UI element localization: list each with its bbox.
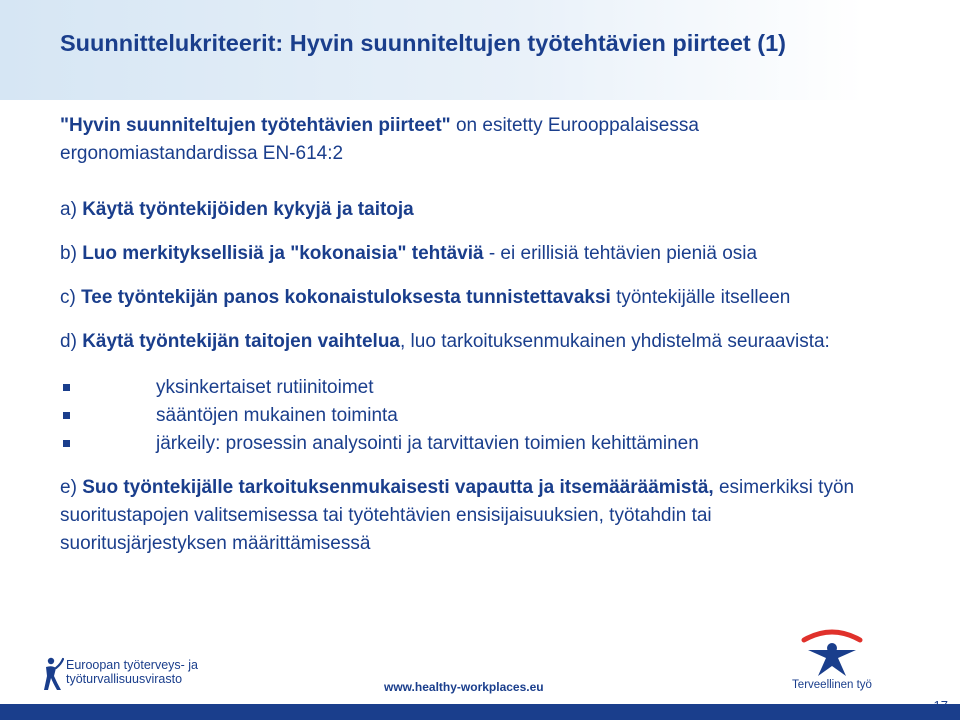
list-item	[60, 402, 860, 430]
slide-content	[60, 112, 860, 558]
bullet-text: järkeily: prosessin analysointi ja tarvittavien toimien kehittäminen	[156, 433, 699, 454]
intro-paragraph	[60, 112, 860, 168]
item-e	[60, 474, 860, 558]
item-b-rest: - ei erillisiä tehtävien pieniä osia	[483, 243, 758, 264]
item-e-bold: Suo työntekijälle tarkoituksenmukaisesti vapautta ja itsemääräämistä,	[82, 477, 714, 498]
agency-name	[66, 658, 236, 686]
footer-band	[0, 704, 960, 720]
item-c-bold: Tee työntekijän panos kokonaistuloksesta tunnistettavaksi	[81, 287, 611, 308]
item-a-prefix: a)	[60, 199, 83, 220]
item-e-rest: esimerkiksi työn suoritustapojen valitsemisessa tai työtehtävien ensisijaisuuksien, työtahdin tai suoritusjärjestyksen määrittämisessä	[60, 477, 855, 554]
bullet-text: sääntöjen mukainen toiminta	[156, 405, 398, 426]
item-e-prefix: e)	[60, 477, 83, 498]
item-a-bold: Käytä työntekijöiden kykyjä ja taitoja	[82, 199, 414, 220]
page-number: 17	[933, 698, 948, 713]
bullet-text: yksinkertaiset rutiinitoimet	[156, 377, 374, 398]
healthy-workplace-figure-icon	[794, 626, 870, 678]
bullet-list	[60, 374, 860, 458]
item-b-prefix: b)	[60, 243, 83, 264]
agency-logo	[42, 656, 242, 700]
list-item	[60, 430, 860, 458]
item-b-bold: Luo merkityksellisiä ja "kokonaisia" tehtäviä	[82, 243, 484, 264]
list-item	[60, 374, 860, 402]
item-d	[60, 328, 860, 356]
slide-title: Suunnittelukriteerit: Hyvin suunniteltujen työtehtävien piirteet (1)	[60, 30, 786, 56]
intro-bold: "Hyvin suunniteltujen työtehtävien piirteet"	[60, 115, 451, 136]
intro-rest: on esitetty Eurooppalaisessa ergonomiastandardissa EN-614:2	[60, 115, 699, 164]
item-b	[60, 240, 860, 268]
agency-name-line2: työturvallisuusvirasto	[66, 672, 183, 686]
square-bullet-icon	[63, 384, 70, 391]
item-d-bold: Käytä työntekijän taitojen vaihtelua	[82, 331, 400, 352]
campaign-name: Terveellinen työ	[792, 679, 872, 691]
item-d-prefix: d)	[60, 331, 83, 352]
agency-name-line1: Euroopan työterveys- ja	[66, 658, 199, 672]
item-a	[60, 196, 860, 224]
item-c	[60, 284, 860, 312]
agency-figure-icon	[42, 656, 64, 692]
item-c-prefix: c)	[60, 287, 82, 308]
item-d-rest: , luo tarkoituksenmukainen yhdistelmä seuraavista:	[400, 331, 830, 352]
item-c-rest: työntekijälle itselleen	[610, 287, 791, 308]
campaign-logo	[784, 626, 880, 698]
footer-url: www.healthy-workplaces.eu	[384, 680, 544, 694]
square-bullet-icon	[63, 412, 70, 419]
square-bullet-icon	[63, 440, 70, 447]
